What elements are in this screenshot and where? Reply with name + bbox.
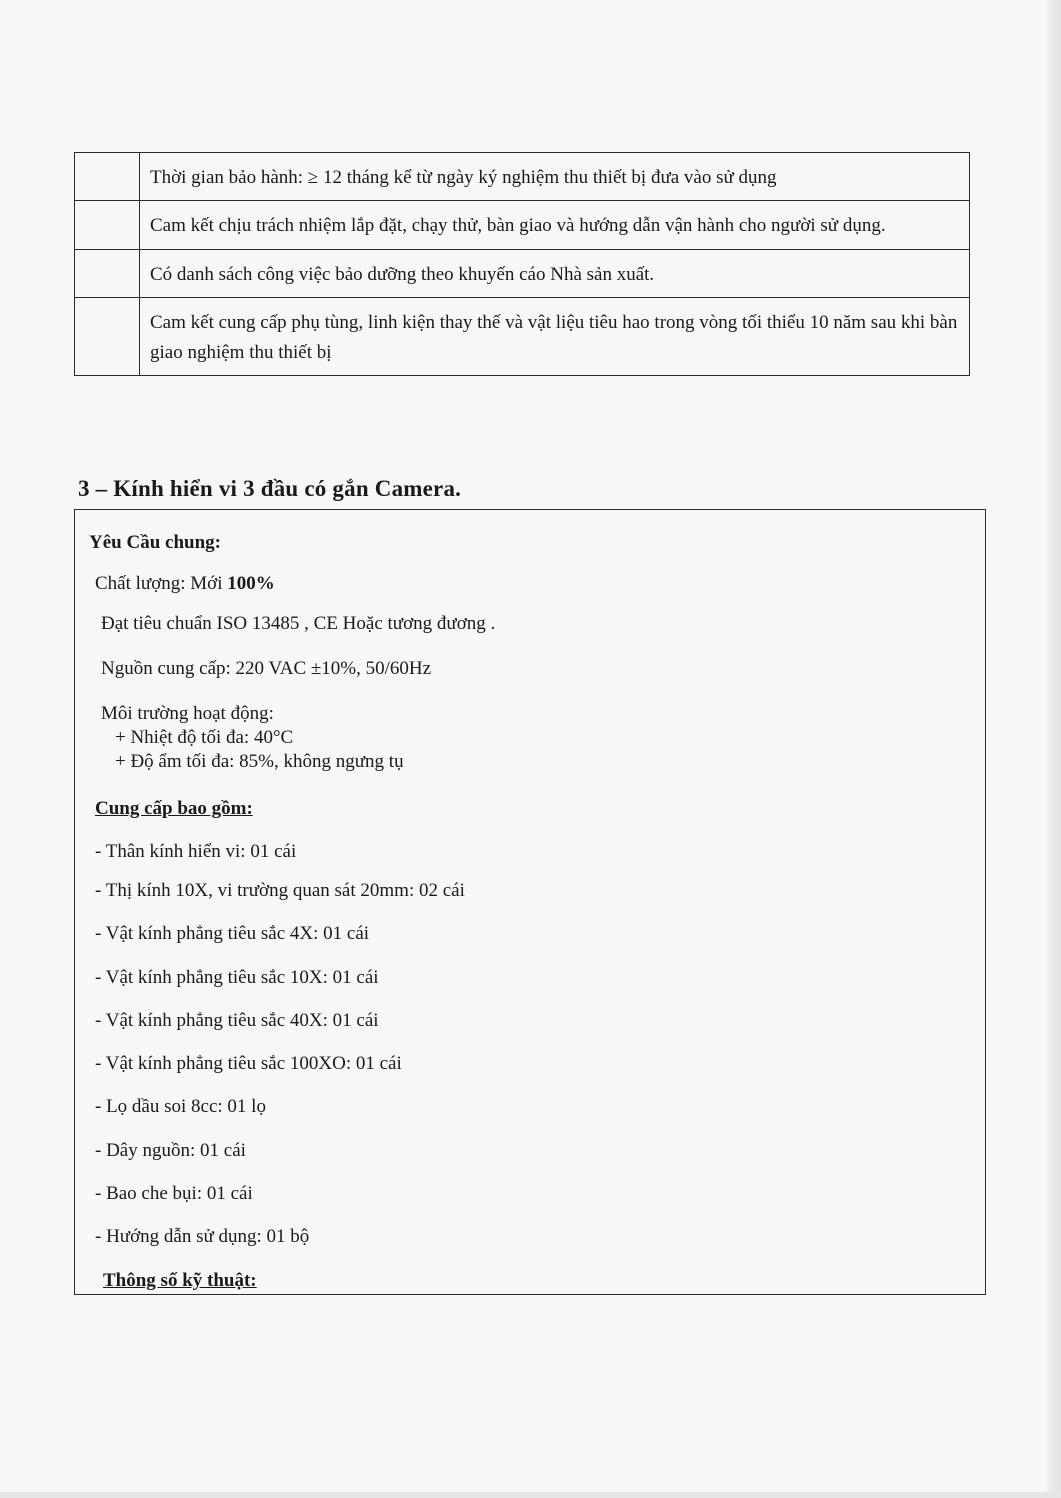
list-item: - Vật kính phẳng tiêu sắc 4X: 01 cái (95, 923, 370, 944)
table-row (75, 298, 970, 376)
list-item: - Thị kính 10X, vi trường quan sát 20mm: 02 cái (95, 880, 465, 901)
table-cell-text: Thời gian bảo hành: ≥ 12 tháng kể từ ngày ký nghiệm thu thiết bị đưa vào sử dụng (140, 153, 970, 201)
list-item: - Vật kính phẳng tiêu sắc 10X: 01 cái (95, 967, 379, 988)
page-bottom-edge (0, 1492, 1061, 1498)
table-cell-index (75, 249, 140, 297)
environment-temperature: + Nhiệt độ tối đa: 40°C (115, 727, 294, 748)
table-row (75, 153, 970, 201)
quality-value: 100% (227, 573, 275, 594)
supply-heading: Cung cấp bao gồm: (95, 798, 253, 819)
table-cell-index (75, 153, 140, 201)
list-item: - Lọ dầu soi 8cc: 01 lọ (95, 1096, 266, 1117)
spec-heading: Thông số kỹ thuật: (103, 1270, 257, 1291)
table-cell-text: Có danh sách công việc bảo dưỡng theo khuyến cáo Nhà sản xuất. (140, 249, 970, 297)
list-item: - Dây nguồn: 01 cái (95, 1140, 246, 1161)
warranty-table (74, 152, 970, 376)
environment-humidity: + Độ ẩm tối đa: 85%, không ngưng tụ (115, 751, 404, 772)
page-edge-shadow (1047, 0, 1061, 1498)
table-row (75, 249, 970, 297)
table-cell-text: Cam kết chịu trách nhiệm lắp đặt, chạy thử, bàn giao và hướng dẫn vận hành cho người sử dụng. (140, 201, 970, 249)
table-cell-index (75, 201, 140, 249)
general-requirements-heading: Yêu Cầu chung: (89, 532, 221, 553)
table-cell-index (75, 298, 140, 376)
quality-label: Chất lượng: Mới (95, 573, 228, 594)
list-item: - Bao che bụi: 01 cái (95, 1183, 253, 1204)
standard-line: Đạt tiêu chuẩn ISO 13485 , CE Hoặc tương đương . (101, 613, 496, 634)
list-item: - Vật kính phẳng tiêu sắc 100XO: 01 cái (95, 1053, 402, 1074)
table-cell-text: Cam kết cung cấp phụ tùng, linh kiện thay thế và vật liệu tiêu hao trong vòng tối thiểu 10 năm sau khi bàn giao nghiệm thu thiết bị (140, 298, 970, 376)
environment-label: Môi trường hoạt động: (101, 703, 274, 724)
quality-line (95, 573, 275, 595)
power-line: Nguồn cung cấp: 220 VAC ±10%, 50/60Hz (101, 658, 432, 679)
list-item: - Vật kính phẳng tiêu sắc 40X: 01 cái (95, 1010, 379, 1031)
list-item: - Hướng dẫn sử dụng: 01 bộ (95, 1226, 310, 1247)
section-heading: 3 – Kính hiển vi 3 đầu có gắn Camera. (78, 476, 462, 501)
spec-box (74, 509, 986, 1295)
list-item: - Thân kính hiển vi: 01 cái (95, 841, 297, 862)
table-row (75, 201, 970, 249)
